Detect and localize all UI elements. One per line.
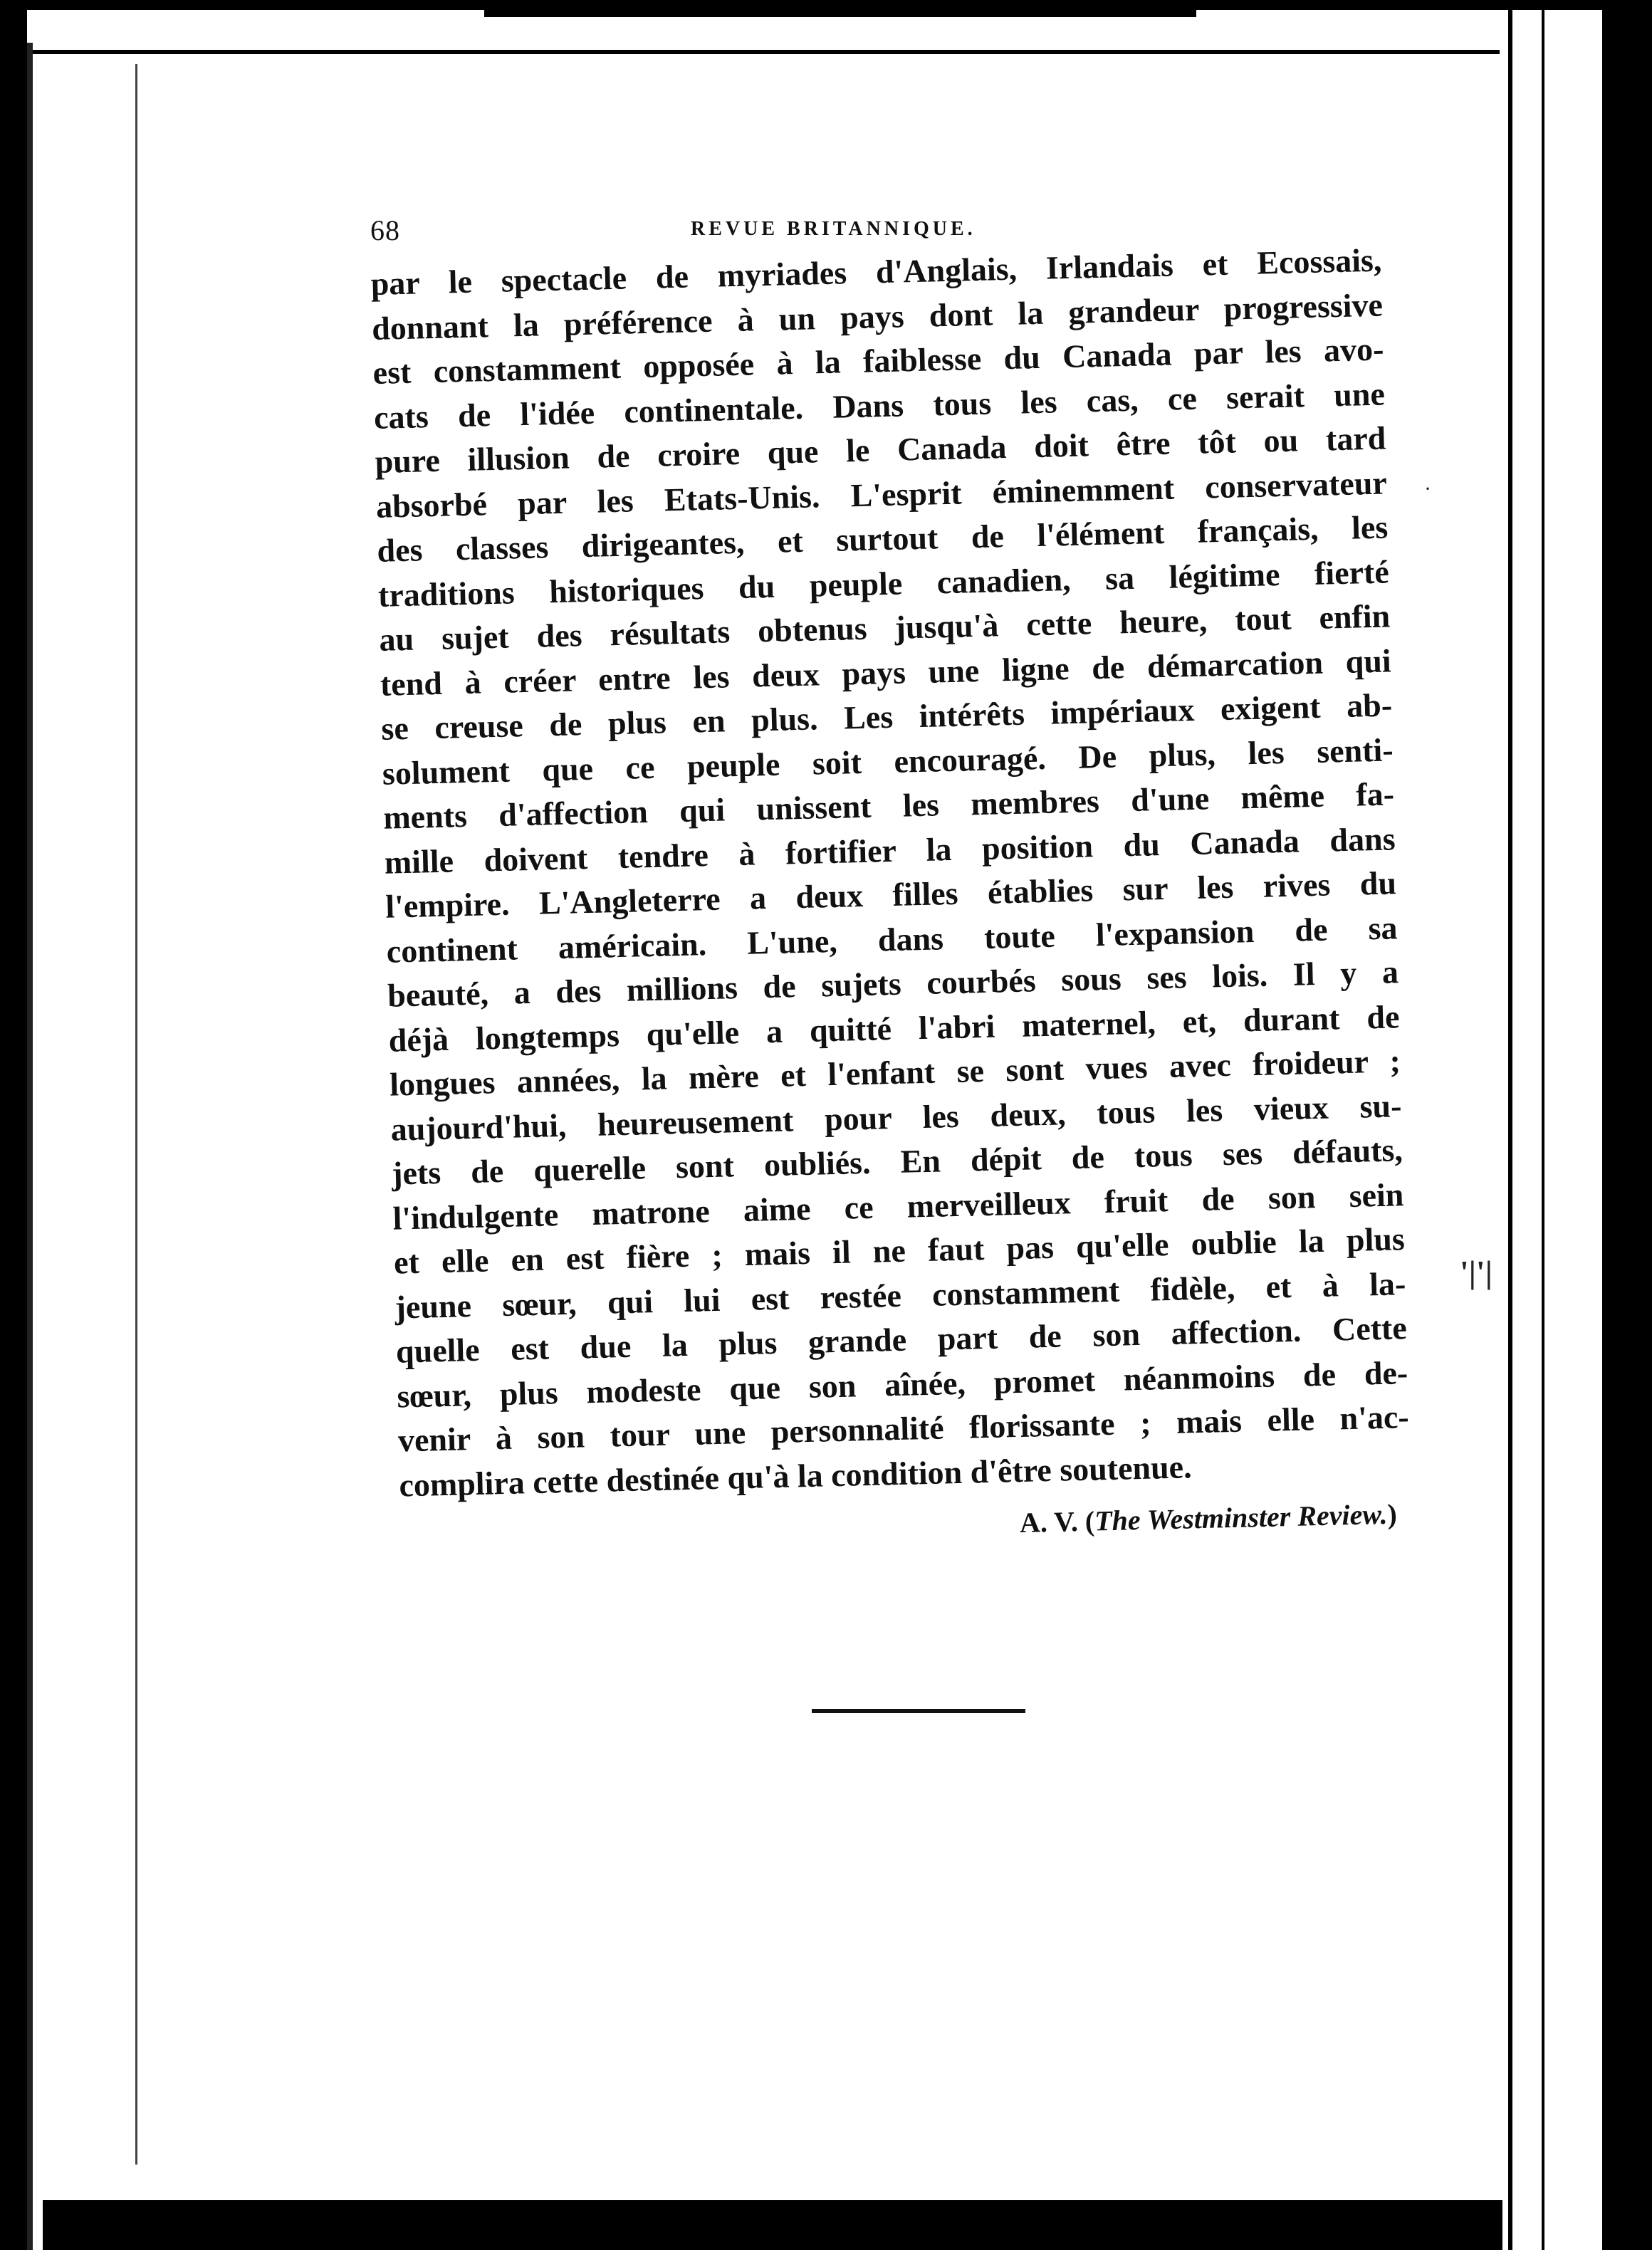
scan-right-line <box>1542 0 1544 2250</box>
text-line: mille doivent tendre à fortifier la position du Canada dans <box>384 820 1396 881</box>
text-line: des classes dirigeantes, et surtout de l'élément français, les <box>376 508 1389 569</box>
text-line: tend à créer entre les deux pays une ligne de démarcation qui <box>380 642 1392 703</box>
source-title: The Westminster Review. <box>1094 1497 1389 1537</box>
text-line: l'empire. L'Angleterre a deux filles établies sur les rives du <box>385 864 1397 925</box>
text-line: cats de l'idée continentale. Dans tous les cas, ce serait une <box>373 375 1386 436</box>
text-line: par le spectacle de myriades d'Anglais, Irlandais et Ecossais, <box>370 241 1382 302</box>
page-number: 68 <box>370 214 400 246</box>
text-line: déjà longtemps qu'elle a quitté l'abri maternel, et, durant de <box>388 998 1400 1059</box>
text-line: jeune sœur, qui lui est restée constamment fidèle, et à la- <box>394 1265 1406 1326</box>
margin-mark: '|'| <box>1460 1254 1492 1290</box>
text-line: solument que ce peuple soit encouragé. De plus, les senti- <box>382 731 1394 792</box>
text-line: est constamment opposée à la faiblesse du Canada par les avo- <box>372 330 1384 391</box>
running-head: REVUE BRITANNIQUE. <box>691 218 976 240</box>
text-line: et elle en est fière ; mais il ne faut pas qu'elle oublie la plus <box>393 1220 1406 1281</box>
text-line: ments d'affection qui unissent les membres d'une même fa- <box>382 775 1395 836</box>
text-line: jets de querelle sont oubliés. En dépit de tous ses défauts, <box>391 1131 1403 1192</box>
page-bottom-edge <box>43 2200 1502 2250</box>
page-top-edge <box>33 50 1500 54</box>
text-line: absorbé par les Etats-Unis. L'esprit éminemment conservateur <box>375 464 1388 525</box>
text-line: complira cette destinée qu'à la condition d'être soutenue. <box>398 1448 1193 1504</box>
text-line: pure illusion de croire que le Canada doit être tôt ou tard <box>375 419 1386 480</box>
scan-border-right <box>1602 0 1652 2250</box>
scan-right-line <box>1508 0 1512 2250</box>
end-rule <box>812 1709 1025 1713</box>
text-line: se creuse de plus en plus. Les intérêts impériaux exigent ab- <box>380 686 1393 747</box>
text-line: au sujet des résultats obtenus jusqu'à cette heure, tout enfin <box>378 597 1391 658</box>
page-left-edge <box>135 64 137 2165</box>
signature-initials: A. V. <box>1019 1505 1079 1539</box>
text-line: continent américain. L'une, dans toute l'expansion de sa <box>386 909 1399 970</box>
text-line: l'indulgente matrone aime ce merveilleux fruit de son sein <box>392 1176 1404 1237</box>
text-line: sœur, plus modeste que son aînée, promet néanmoins de de- <box>396 1354 1408 1415</box>
scan-border-left <box>0 0 27 2250</box>
source-paren-open: ( <box>1084 1505 1095 1537</box>
article-body <box>370 239 1411 1558</box>
text-line: beauté, a des millions de sujets courbés sous ses lois. Il y a <box>387 953 1399 1014</box>
text-line: quelle est due la plus grande part de son affection. Cette <box>395 1309 1408 1370</box>
text-line: traditions historiques du peuple canadien, sa légitime fierté <box>377 553 1390 614</box>
scan-border-left-inner <box>27 43 33 2250</box>
margin-dot: · <box>1424 477 1431 501</box>
scan-border-top <box>0 0 1652 10</box>
text-line: venir à son tour une personnalité florissante ; mais elle n'ac- <box>397 1398 1410 1459</box>
text-line: longues années, la mère et l'enfant se sont vues avec froideur ; <box>389 1042 1401 1103</box>
scan-border-top-bar <box>484 10 1196 17</box>
text-line: aujourd'hui, heureusement pour les deux, tous les vieux su- <box>390 1087 1402 1148</box>
source-paren-close: ) <box>1386 1497 1398 1530</box>
text-line: donnant la préférence à un pays dont la grandeur progressive <box>371 286 1384 347</box>
